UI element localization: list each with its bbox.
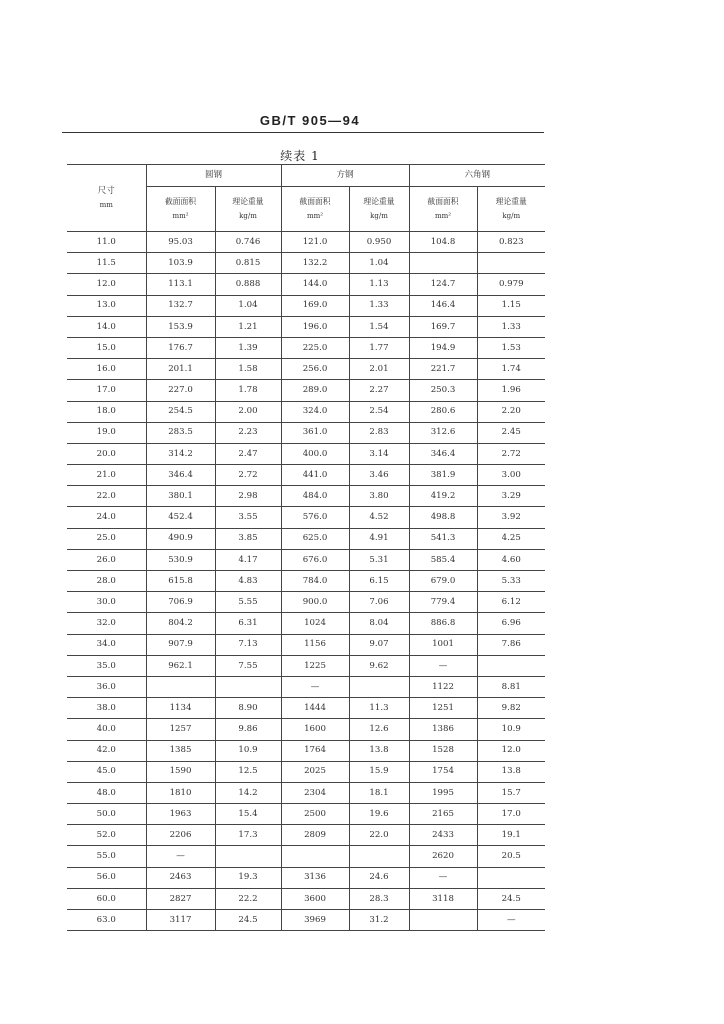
- value-cell: 441.0: [281, 465, 349, 486]
- sub-header-label: 理论重量: [363, 197, 395, 207]
- value-cell: 1.33: [349, 295, 409, 316]
- value-cell: 1.21: [215, 316, 281, 337]
- value-cell: 19.6: [349, 804, 409, 825]
- table-row: [67, 316, 545, 337]
- value-cell: 0.888: [215, 274, 281, 295]
- table-row: [67, 910, 545, 931]
- value-cell: 0.746: [215, 232, 281, 253]
- table-row: [67, 337, 545, 358]
- value-cell: 1024: [281, 613, 349, 634]
- sub-header: [477, 187, 545, 232]
- value-cell: 1.58: [215, 359, 281, 380]
- size-cell: 18.0: [67, 401, 146, 422]
- value-cell: 1.13: [349, 274, 409, 295]
- table-row: [67, 676, 545, 697]
- value-cell: 22.0: [349, 825, 409, 846]
- standard-id: GB/T 905—94: [259, 113, 361, 128]
- value-cell: 1.04: [349, 253, 409, 274]
- value-cell: 8.04: [349, 613, 409, 634]
- value-cell: 15.4: [215, 804, 281, 825]
- sub-header: [215, 187, 281, 232]
- value-cell: 804.2: [146, 613, 215, 634]
- size-header: [67, 165, 146, 232]
- table-row: [67, 761, 545, 782]
- value-cell: 779.4: [409, 592, 477, 613]
- table-row: [67, 740, 545, 761]
- table-caption: 续表 1: [280, 149, 320, 163]
- value-cell: 1.96: [477, 380, 545, 401]
- value-cell: 312.6: [409, 422, 477, 443]
- size-cell: 50.0: [67, 804, 146, 825]
- value-cell: 15.9: [349, 761, 409, 782]
- value-cell: 14.2: [215, 782, 281, 803]
- table-row: [67, 422, 545, 443]
- size-cell: 32.0: [67, 613, 146, 634]
- value-cell: 1225: [281, 655, 349, 676]
- value-cell: —: [146, 846, 215, 867]
- value-cell: —: [477, 910, 545, 931]
- value-cell: 104.8: [409, 232, 477, 253]
- value-cell: 2.45: [477, 422, 545, 443]
- value-cell: 12.0: [477, 740, 545, 761]
- value-cell: 1386: [409, 719, 477, 740]
- value-cell: 3136: [281, 867, 349, 888]
- value-cell: 31.2: [349, 910, 409, 931]
- table-row: [67, 359, 545, 380]
- value-cell: 1156: [281, 634, 349, 655]
- value-cell: 3.00: [477, 465, 545, 486]
- sub-header: [281, 187, 349, 232]
- value-cell: 1.33: [477, 316, 545, 337]
- value-cell: 4.25: [477, 528, 545, 549]
- value-cell: 2.98: [215, 486, 281, 507]
- value-cell: [215, 846, 281, 867]
- value-cell: 19.1: [477, 825, 545, 846]
- value-cell: [215, 676, 281, 697]
- value-cell: 3.85: [215, 528, 281, 549]
- value-cell: 541.3: [409, 528, 477, 549]
- table-row: [67, 804, 545, 825]
- value-cell: 2.23: [215, 422, 281, 443]
- table-row: [67, 549, 545, 570]
- value-cell: 3.46: [349, 465, 409, 486]
- value-cell: [409, 253, 477, 274]
- value-cell: 1.78: [215, 380, 281, 401]
- value-cell: 132.2: [281, 253, 349, 274]
- value-cell: 7.13: [215, 634, 281, 655]
- size-cell: 35.0: [67, 655, 146, 676]
- size-cell: 20.0: [67, 443, 146, 464]
- value-cell: 4.17: [215, 549, 281, 570]
- value-cell: 13.8: [477, 761, 545, 782]
- sub-header-label: 截面面积: [164, 197, 197, 207]
- value-cell: 1257: [146, 719, 215, 740]
- size-cell: 21.0: [67, 465, 146, 486]
- table-row: [67, 274, 545, 295]
- header-rule: [62, 132, 544, 133]
- table-row: [67, 486, 545, 507]
- value-cell: 706.9: [146, 592, 215, 613]
- table-row: [67, 634, 545, 655]
- table-row: [67, 295, 545, 316]
- value-cell: 381.9: [409, 465, 477, 486]
- value-cell: —: [409, 867, 477, 888]
- size-cell: 15.0: [67, 337, 146, 358]
- value-cell: 201.1: [146, 359, 215, 380]
- value-cell: 12.5: [215, 761, 281, 782]
- value-cell: 2.83: [349, 422, 409, 443]
- table-row: [67, 719, 545, 740]
- value-cell: 221.7: [409, 359, 477, 380]
- value-cell: —: [281, 676, 349, 697]
- size-cell: 63.0: [67, 910, 146, 931]
- table-row: [67, 232, 545, 253]
- value-cell: 4.52: [349, 507, 409, 528]
- sub-header-label: 截面面积: [299, 197, 331, 207]
- value-cell: [477, 253, 545, 274]
- group-header-round: 圆钢: [146, 165, 281, 187]
- value-cell: 324.0: [281, 401, 349, 422]
- value-cell: 153.9: [146, 316, 215, 337]
- value-cell: 2.72: [477, 443, 545, 464]
- table-row: [67, 592, 545, 613]
- value-cell: 1590: [146, 761, 215, 782]
- value-cell: 4.60: [477, 549, 545, 570]
- value-cell: 132.7: [146, 295, 215, 316]
- size-cell: 48.0: [67, 782, 146, 803]
- size-cell: 52.0: [67, 825, 146, 846]
- value-cell: 289.0: [281, 380, 349, 401]
- value-cell: 3.80: [349, 486, 409, 507]
- value-cell: 1963: [146, 804, 215, 825]
- value-cell: 169.0: [281, 295, 349, 316]
- value-cell: 9.62: [349, 655, 409, 676]
- value-cell: 2.01: [349, 359, 409, 380]
- value-cell: 615.8: [146, 571, 215, 592]
- value-cell: [349, 676, 409, 697]
- value-cell: [409, 910, 477, 931]
- value-cell: 625.0: [281, 528, 349, 549]
- value-cell: 784.0: [281, 571, 349, 592]
- value-cell: 2.00: [215, 401, 281, 422]
- value-cell: 103.9: [146, 253, 215, 274]
- table-row: [67, 613, 545, 634]
- value-cell: 12.6: [349, 719, 409, 740]
- value-cell: 1251: [409, 698, 477, 719]
- size-cell: 42.0: [67, 740, 146, 761]
- value-cell: 24.5: [477, 888, 545, 909]
- table-row: [67, 528, 545, 549]
- value-cell: 1810: [146, 782, 215, 803]
- value-cell: 17.3: [215, 825, 281, 846]
- value-cell: 24.5: [215, 910, 281, 931]
- value-cell: 3.29: [477, 486, 545, 507]
- value-cell: 8.81: [477, 676, 545, 697]
- value-cell: 6.12: [477, 592, 545, 613]
- sub-header: [349, 187, 409, 232]
- value-cell: 1001: [409, 634, 477, 655]
- value-cell: 2463: [146, 867, 215, 888]
- value-cell: 227.0: [146, 380, 215, 401]
- value-cell: 5.55: [215, 592, 281, 613]
- sub-header-unit: mm²: [172, 211, 189, 220]
- table-row: [67, 888, 545, 909]
- value-cell: 2.27: [349, 380, 409, 401]
- sub-header-unit: mm²: [434, 211, 452, 220]
- value-cell: 10.9: [215, 740, 281, 761]
- size-cell: 22.0: [67, 486, 146, 507]
- value-cell: 346.4: [409, 443, 477, 464]
- table-row: [67, 401, 545, 422]
- value-cell: 17.0: [477, 804, 545, 825]
- value-cell: 346.4: [146, 465, 215, 486]
- table-row: [67, 253, 545, 274]
- value-cell: 254.5: [146, 401, 215, 422]
- value-cell: 530.9: [146, 549, 215, 570]
- value-cell: 19.3: [215, 867, 281, 888]
- table-row: [67, 465, 545, 486]
- value-cell: 2165: [409, 804, 477, 825]
- value-cell: 2.72: [215, 465, 281, 486]
- value-cell: 10.9: [477, 719, 545, 740]
- table-row: [67, 507, 545, 528]
- value-cell: 256.0: [281, 359, 349, 380]
- size-cell: 16.0: [67, 359, 146, 380]
- value-cell: 4.91: [349, 528, 409, 549]
- value-cell: 2827: [146, 888, 215, 909]
- size-cell: 25.0: [67, 528, 146, 549]
- value-cell: [477, 867, 545, 888]
- value-cell: [477, 655, 545, 676]
- size-cell: 14.0: [67, 316, 146, 337]
- value-cell: 1.04: [215, 295, 281, 316]
- value-cell: 2.54: [349, 401, 409, 422]
- value-cell: 585.4: [409, 549, 477, 570]
- value-cell: 3118: [409, 888, 477, 909]
- value-cell: 3969: [281, 910, 349, 931]
- value-cell: 7.55: [215, 655, 281, 676]
- sub-header-label: 截面面积: [427, 197, 459, 207]
- value-cell: 225.0: [281, 337, 349, 358]
- value-cell: 8.90: [215, 698, 281, 719]
- value-cell: 1.15: [477, 295, 545, 316]
- table-row: [67, 655, 545, 676]
- value-cell: 113.1: [146, 274, 215, 295]
- value-cell: 484.0: [281, 486, 349, 507]
- sub-header-unit: mm²: [306, 211, 324, 220]
- size-cell: 17.0: [67, 380, 146, 401]
- sub-header: [409, 187, 477, 232]
- value-cell: 6.31: [215, 613, 281, 634]
- value-cell: 1995: [409, 782, 477, 803]
- value-cell: 6.15: [349, 571, 409, 592]
- value-cell: 498.8: [409, 507, 477, 528]
- size-cell: 30.0: [67, 592, 146, 613]
- value-cell: 1.54: [349, 316, 409, 337]
- value-cell: 4.83: [215, 571, 281, 592]
- group-header-hex: 六角钢: [409, 165, 545, 187]
- size-cell: 36.0: [67, 676, 146, 697]
- value-cell: 194.9: [409, 337, 477, 358]
- size-cell: 26.0: [67, 549, 146, 570]
- value-cell: 907.9: [146, 634, 215, 655]
- value-cell: 2500: [281, 804, 349, 825]
- value-cell: 452.4: [146, 507, 215, 528]
- value-cell: 1754: [409, 761, 477, 782]
- sub-header: [146, 187, 215, 232]
- value-cell: 679.0: [409, 571, 477, 592]
- value-cell: 28.3: [349, 888, 409, 909]
- sub-header-unit: kg/m: [239, 211, 257, 220]
- value-cell: 2304: [281, 782, 349, 803]
- value-cell: 196.0: [281, 316, 349, 337]
- table-row: [67, 846, 545, 867]
- value-cell: 9.07: [349, 634, 409, 655]
- value-cell: 0.815: [215, 253, 281, 274]
- value-cell: 1600: [281, 719, 349, 740]
- value-cell: 2620: [409, 846, 477, 867]
- value-cell: 1444: [281, 698, 349, 719]
- value-cell: 2206: [146, 825, 215, 846]
- value-cell: 490.9: [146, 528, 215, 549]
- value-cell: [349, 846, 409, 867]
- value-cell: 9.82: [477, 698, 545, 719]
- value-cell: 7.86: [477, 634, 545, 655]
- size-cell: 12.0: [67, 274, 146, 295]
- value-cell: 419.2: [409, 486, 477, 507]
- sub-header-label: 理论重量: [495, 197, 527, 207]
- size-cell: 24.0: [67, 507, 146, 528]
- size-cell: 45.0: [67, 761, 146, 782]
- value-cell: 1.74: [477, 359, 545, 380]
- value-cell: 7.06: [349, 592, 409, 613]
- value-cell: 22.2: [215, 888, 281, 909]
- size-header-unit: mm: [99, 201, 113, 210]
- value-cell: 361.0: [281, 422, 349, 443]
- value-cell: 146.4: [409, 295, 477, 316]
- size-cell: 56.0: [67, 867, 146, 888]
- value-cell: 5.31: [349, 549, 409, 570]
- value-cell: 576.0: [281, 507, 349, 528]
- table-row: [67, 867, 545, 888]
- value-cell: 2025: [281, 761, 349, 782]
- size-cell: 40.0: [67, 719, 146, 740]
- size-cell: 13.0: [67, 295, 146, 316]
- value-cell: 250.3: [409, 380, 477, 401]
- value-cell: 676.0: [281, 549, 349, 570]
- value-cell: 20.5: [477, 846, 545, 867]
- table-row: [67, 698, 545, 719]
- value-cell: 6.96: [477, 613, 545, 634]
- table-row: [67, 782, 545, 803]
- sub-header-unit: kg/m: [370, 211, 388, 220]
- table-row: [67, 825, 545, 846]
- value-cell: 2.20: [477, 401, 545, 422]
- value-cell: 95.03: [146, 232, 215, 253]
- size-cell: 28.0: [67, 571, 146, 592]
- value-cell: 15.7: [477, 782, 545, 803]
- value-cell: 176.7: [146, 337, 215, 358]
- sub-header-label: 理论重量: [232, 197, 264, 207]
- value-cell: 3.92: [477, 507, 545, 528]
- value-cell: 1.77: [349, 337, 409, 358]
- value-cell: 0.950: [349, 232, 409, 253]
- value-cell: 0.823: [477, 232, 545, 253]
- table-row: [67, 443, 545, 464]
- value-cell: 3.14: [349, 443, 409, 464]
- value-cell: 283.5: [146, 422, 215, 443]
- size-cell: 34.0: [67, 634, 146, 655]
- value-cell: 3.55: [215, 507, 281, 528]
- size-cell: 38.0: [67, 698, 146, 719]
- value-cell: [146, 676, 215, 697]
- value-cell: 11.3: [349, 698, 409, 719]
- size-cell: 60.0: [67, 888, 146, 909]
- value-cell: 3117: [146, 910, 215, 931]
- value-cell: 124.7: [409, 274, 477, 295]
- value-cell: 1122: [409, 676, 477, 697]
- size-cell: 19.0: [67, 422, 146, 443]
- table-row: [67, 571, 545, 592]
- value-cell: 1385: [146, 740, 215, 761]
- value-cell: 3600: [281, 888, 349, 909]
- value-cell: 886.8: [409, 613, 477, 634]
- value-cell: 24.6: [349, 867, 409, 888]
- value-cell: 314.2: [146, 443, 215, 464]
- value-cell: 144.0: [281, 274, 349, 295]
- value-cell: 2433: [409, 825, 477, 846]
- value-cell: —: [409, 655, 477, 676]
- value-cell: 18.1: [349, 782, 409, 803]
- size-cell: 55.0: [67, 846, 146, 867]
- value-cell: 962.1: [146, 655, 215, 676]
- value-cell: 169.7: [409, 316, 477, 337]
- value-cell: 9.86: [215, 719, 281, 740]
- value-cell: 1528: [409, 740, 477, 761]
- sub-header-unit: kg/m: [502, 211, 521, 220]
- value-cell: 0.979: [477, 274, 545, 295]
- value-cell: 900.0: [281, 592, 349, 613]
- value-cell: 1764: [281, 740, 349, 761]
- value-cell: 1134: [146, 698, 215, 719]
- value-cell: [281, 846, 349, 867]
- value-cell: 380.1: [146, 486, 215, 507]
- size-header-label: 尺寸: [97, 185, 115, 196]
- value-cell: 13.8: [349, 740, 409, 761]
- value-cell: 2.47: [215, 443, 281, 464]
- group-header-square: 方钢: [281, 165, 409, 187]
- value-cell: 2809: [281, 825, 349, 846]
- steel-table: [67, 164, 545, 931]
- size-cell: 11.5: [67, 253, 146, 274]
- value-cell: 1.53: [477, 337, 545, 358]
- size-cell: 11.0: [67, 232, 146, 253]
- value-cell: 400.0: [281, 443, 349, 464]
- table-row: [67, 380, 545, 401]
- group-header-row: [67, 165, 545, 187]
- value-cell: 1.39: [215, 337, 281, 358]
- value-cell: 5.33: [477, 571, 545, 592]
- value-cell: 121.0: [281, 232, 349, 253]
- value-cell: 280.6: [409, 401, 477, 422]
